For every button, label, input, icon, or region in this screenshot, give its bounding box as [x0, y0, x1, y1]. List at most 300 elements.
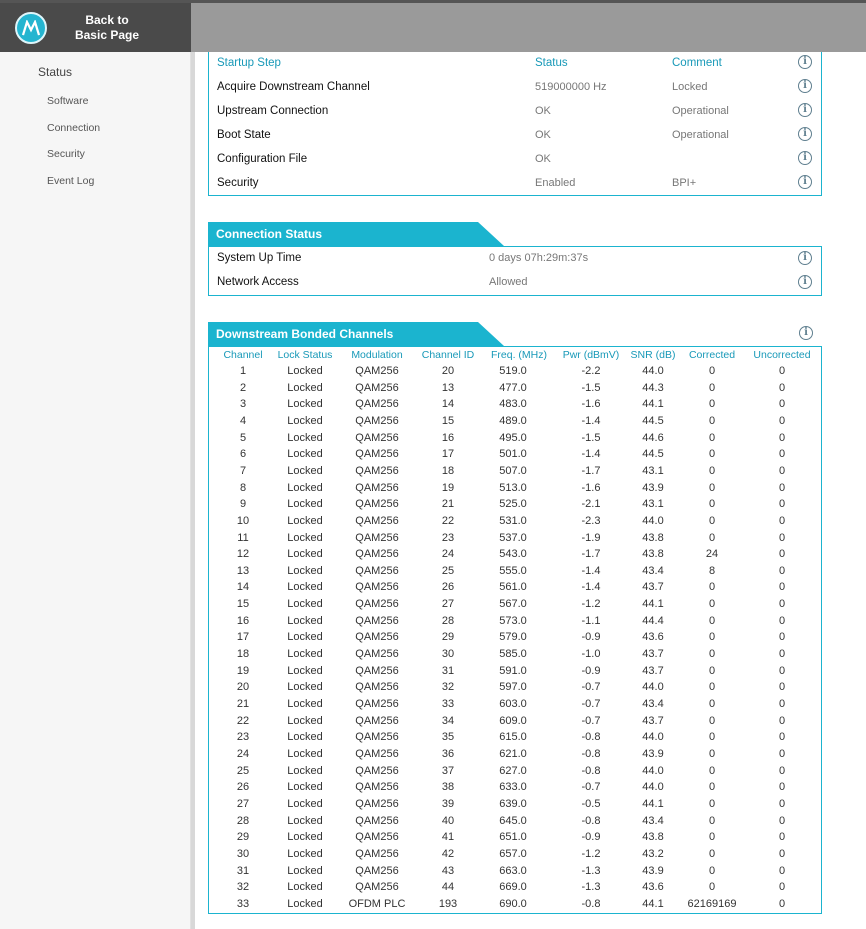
- channel-id-cell: 40: [441, 814, 455, 827]
- freq-cell: 537.0: [499, 531, 527, 544]
- channel-id-cell: 26: [441, 581, 455, 594]
- freq-cell: 585.0: [499, 648, 527, 661]
- channel-id-cell: 13: [441, 381, 455, 394]
- table-row: [208, 781, 822, 798]
- startup-step: Security: [217, 177, 259, 189]
- channel-id-cell: 21: [441, 498, 455, 511]
- freq-cell: 513.0: [499, 481, 527, 494]
- uncorrected-cell: 0: [778, 498, 786, 511]
- lock-status-cell: Locked: [287, 631, 323, 644]
- top-bar: [0, 0, 866, 52]
- table-row: [208, 382, 822, 399]
- table-row: [208, 565, 822, 582]
- startup-row: [209, 124, 821, 148]
- modulation-cell: QAM256: [355, 747, 399, 760]
- modulation-cell: QAM256: [355, 847, 399, 860]
- channel-cell: 33: [236, 897, 250, 910]
- sidebar: [0, 52, 191, 929]
- uncorrected-cell: 0: [778, 864, 786, 877]
- lock-status-cell: Locked: [287, 514, 323, 527]
- lock-status-cell: Locked: [287, 847, 323, 860]
- snr-cell: 44.5: [642, 448, 664, 461]
- channel-cell: 3: [239, 398, 247, 411]
- column-header: Pwr (dBmV): [562, 349, 620, 361]
- channel-cell: 26: [236, 781, 250, 794]
- channel-cell: 9: [239, 498, 247, 511]
- lock-status-cell: Locked: [287, 464, 323, 477]
- modulation-cell: QAM256: [355, 764, 399, 777]
- channel-id-cell: 36: [441, 747, 455, 760]
- modulation-cell: QAM256: [355, 631, 399, 644]
- channel-id-cell: 42: [441, 847, 455, 860]
- column-header: Channel ID: [421, 349, 475, 361]
- corrected-cell: 0: [708, 598, 716, 611]
- startup-step: Upstream Connection: [217, 105, 329, 117]
- table-row: [208, 681, 822, 698]
- lock-status-cell: Locked: [287, 614, 323, 627]
- info-icon[interactable]: i: [798, 251, 812, 265]
- corrected-cell: 0: [708, 498, 716, 511]
- channel-cell: 8: [239, 481, 247, 494]
- lock-status-cell: Locked: [287, 698, 323, 710]
- corrected-cell: 0: [708, 398, 716, 411]
- power-cell: -0.8: [581, 764, 601, 777]
- startup-table: [208, 52, 822, 196]
- freq-cell: 567.0: [499, 598, 527, 611]
- table-row: [208, 615, 822, 632]
- uncorrected-cell: 0: [778, 481, 786, 494]
- freq-cell: 639.0: [499, 797, 527, 810]
- info-icon[interactable]: i: [798, 151, 812, 165]
- power-cell: -0.7: [581, 781, 601, 794]
- corrected-cell: 0: [708, 731, 716, 744]
- table-row: [208, 482, 822, 499]
- back-to-basic-label: [64, 13, 150, 43]
- channel-id-cell: 27: [441, 598, 455, 611]
- table-row: [208, 548, 822, 565]
- sidebar-item-event-log[interactable]: Event Log: [47, 175, 95, 187]
- power-cell: -0.8: [581, 814, 601, 827]
- corrected-cell: 0: [708, 614, 716, 627]
- power-cell: -1.3: [581, 864, 601, 877]
- channel-id-cell: 33: [441, 698, 455, 710]
- snr-cell: 44.3: [642, 381, 664, 394]
- snr-cell: 43.1: [642, 464, 664, 477]
- channel-cell: 28: [236, 814, 250, 827]
- sidebar-item-software[interactable]: Software: [47, 95, 89, 107]
- power-cell: -0.9: [581, 664, 601, 677]
- lock-status-cell: Locked: [287, 564, 323, 577]
- channel-id-cell: 17: [441, 448, 455, 461]
- uncorrected-cell: 0: [778, 831, 786, 844]
- modulation-cell: QAM256: [355, 864, 399, 877]
- channel-cell: 22: [236, 714, 250, 727]
- channel-id-cell: 39: [441, 797, 455, 810]
- downstream-tab: [208, 322, 508, 346]
- freq-cell: 663.0: [499, 864, 527, 877]
- lock-status-cell: Locked: [287, 398, 323, 411]
- power-cell: -1.4: [581, 581, 601, 594]
- freq-cell: 591.0: [499, 664, 527, 677]
- lock-status-cell: Locked: [287, 365, 323, 377]
- channel-id-cell: 34: [441, 714, 455, 727]
- channel-cell: 12: [236, 548, 250, 561]
- power-cell: -0.8: [581, 747, 601, 760]
- table-row: [208, 532, 822, 549]
- channel-cell: 2: [239, 381, 247, 394]
- uncorrected-cell: 0: [778, 631, 786, 644]
- lock-status-cell: Locked: [287, 664, 323, 677]
- channel-id-cell: 30: [441, 648, 455, 661]
- corrected-cell: 0: [708, 481, 716, 494]
- table-row: [208, 765, 822, 782]
- snr-cell: 44.5: [642, 414, 664, 427]
- lock-status-cell: Locked: [287, 881, 323, 894]
- freq-cell: 609.0: [499, 714, 527, 727]
- lock-status-cell: Locked: [287, 814, 323, 827]
- snr-cell: 43.7: [642, 664, 664, 677]
- power-cell: -1.4: [581, 414, 601, 427]
- uncorrected-cell: 0: [778, 648, 786, 661]
- corrected-cell: 0: [708, 365, 716, 377]
- table-row: [208, 798, 822, 815]
- uncorrected-cell: 0: [778, 764, 786, 777]
- startup-step: Boot State: [217, 129, 271, 141]
- channel-cell: 16: [236, 614, 250, 627]
- power-cell: -0.8: [581, 897, 601, 910]
- freq-cell: 627.0: [499, 764, 527, 777]
- lock-status-cell: Locked: [287, 598, 323, 611]
- column-header: Corrected: [688, 349, 736, 361]
- lock-status-cell: Locked: [287, 581, 323, 594]
- table-row: [208, 831, 822, 848]
- info-icon[interactable]: i: [798, 79, 812, 93]
- info-icon[interactable]: i: [798, 55, 812, 69]
- modulation-cell: QAM256: [355, 698, 399, 710]
- lock-status-cell: Locked: [287, 531, 323, 544]
- startup-comment: Locked: [672, 81, 708, 93]
- table-row: [208, 748, 822, 765]
- table-row: [208, 448, 822, 465]
- freq-cell: 483.0: [499, 398, 527, 411]
- lock-status-cell: Locked: [287, 781, 323, 794]
- freq-cell: 507.0: [499, 464, 527, 477]
- snr-cell: 43.4: [642, 698, 664, 710]
- freq-cell: 531.0: [499, 514, 527, 527]
- channel-cell: 17: [236, 631, 250, 644]
- corrected-cell: 24: [705, 548, 719, 561]
- modulation-cell: QAM256: [355, 431, 399, 444]
- channel-cell: 30: [236, 847, 250, 860]
- power-cell: -1.5: [581, 431, 601, 444]
- freq-cell: 495.0: [499, 431, 527, 444]
- corrected-cell: 0: [708, 864, 716, 877]
- modulation-cell: QAM256: [355, 398, 399, 411]
- startup-step-header: Startup Step: [217, 57, 281, 69]
- corrected-cell: 0: [708, 664, 716, 677]
- snr-cell: 43.8: [642, 531, 664, 544]
- channel-id-cell: 24: [441, 548, 455, 561]
- snr-cell: 43.6: [642, 881, 664, 894]
- table-row: [208, 365, 822, 382]
- snr-cell: 43.9: [642, 747, 664, 760]
- channel-cell: 14: [236, 581, 250, 594]
- uncorrected-cell: 0: [778, 664, 786, 677]
- uncorrected-cell: 0: [778, 714, 786, 727]
- info-icon[interactable]: i: [798, 127, 812, 141]
- power-cell: -1.3: [581, 881, 601, 894]
- table-row: [208, 648, 822, 665]
- table-row: [208, 432, 822, 449]
- freq-cell: 657.0: [499, 847, 527, 860]
- snr-cell: 43.8: [642, 548, 664, 561]
- startup-row: [209, 76, 821, 100]
- corrected-cell: 0: [708, 581, 716, 594]
- modulation-cell: QAM256: [355, 664, 399, 677]
- info-icon[interactable]: i: [799, 326, 813, 340]
- channel-cell: 27: [236, 797, 250, 810]
- modulation-cell: QAM256: [355, 781, 399, 794]
- freq-cell: 501.0: [499, 448, 527, 461]
- corrected-cell: 0: [708, 847, 716, 860]
- freq-cell: 543.0: [499, 548, 527, 561]
- back-label-line2: Basic Page: [74, 28, 140, 42]
- channel-cell: 20: [236, 681, 250, 694]
- uncorrected-cell: 0: [778, 448, 786, 461]
- modulation-cell: QAM256: [355, 514, 399, 527]
- channel-id-cell: 25: [441, 564, 455, 577]
- uncorrected-cell: 0: [778, 548, 786, 561]
- lock-status-cell: Locked: [287, 481, 323, 494]
- lock-status-cell: Locked: [287, 731, 323, 744]
- snr-cell: 43.1: [642, 498, 664, 511]
- modulation-cell: QAM256: [355, 564, 399, 577]
- channel-cell: 19: [236, 664, 250, 677]
- channel-cell: 4: [239, 414, 247, 427]
- modulation-cell: QAM256: [355, 831, 399, 844]
- power-cell: -2.1: [581, 498, 601, 511]
- info-icon[interactable]: i: [798, 275, 812, 289]
- channel-cell: 13: [236, 564, 250, 577]
- freq-cell: 477.0: [499, 381, 527, 394]
- power-cell: -2.2: [581, 365, 601, 377]
- info-icon[interactable]: i: [798, 175, 812, 189]
- corrected-cell: 0: [708, 531, 716, 544]
- modulation-cell: QAM256: [355, 731, 399, 744]
- uncorrected-cell: 0: [778, 464, 786, 477]
- channel-cell: 6: [239, 448, 247, 461]
- uncorrected-cell: 0: [778, 564, 786, 577]
- column-header: Channel: [223, 349, 263, 361]
- power-cell: -1.6: [581, 398, 601, 411]
- snr-cell: 44.6: [642, 431, 664, 444]
- freq-cell: 690.0: [499, 897, 527, 910]
- lock-status-cell: Locked: [287, 448, 323, 461]
- uncorrected-cell: 0: [778, 431, 786, 444]
- column-header: Modulation: [351, 349, 403, 361]
- startup-row: [209, 100, 821, 124]
- table-row: [208, 398, 822, 415]
- lock-status-cell: Locked: [287, 498, 323, 511]
- table-row: [208, 881, 822, 898]
- power-cell: -1.2: [581, 598, 601, 611]
- channel-id-cell: 16: [441, 431, 455, 444]
- freq-cell: 561.0: [499, 581, 527, 594]
- uncorrected-cell: 0: [778, 514, 786, 527]
- corrected-cell: 62169169: [687, 897, 737, 910]
- sidebar-item-connection[interactable]: Connection: [47, 122, 101, 134]
- sidebar-divider: [191, 52, 195, 929]
- channel-id-cell: 32: [441, 681, 455, 694]
- freq-cell: 645.0: [499, 814, 527, 827]
- motorola-logo-icon: [15, 12, 47, 44]
- channel-cell: 23: [236, 731, 250, 744]
- freq-cell: 597.0: [499, 681, 527, 694]
- column-header: SNR (dB): [630, 349, 676, 361]
- snr-cell: 43.4: [642, 564, 664, 577]
- corrected-cell: 0: [708, 797, 716, 810]
- startup-status: OK: [535, 129, 551, 141]
- power-cell: -1.5: [581, 381, 601, 394]
- startup-comment: BPI+: [672, 177, 697, 189]
- connection-status-table: [208, 246, 822, 296]
- power-cell: -1.1: [581, 614, 601, 627]
- table-row: [208, 598, 822, 615]
- freq-cell: 489.0: [499, 414, 527, 427]
- table-row: [208, 465, 822, 482]
- sidebar-item-security[interactable]: Security: [47, 148, 85, 160]
- uncorrected-cell: 0: [778, 797, 786, 810]
- modulation-cell: QAM256: [355, 531, 399, 544]
- channel-id-cell: 43: [441, 864, 455, 877]
- startup-status: OK: [535, 153, 551, 165]
- lock-status-cell: Locked: [287, 648, 323, 661]
- modulation-cell: QAM256: [355, 614, 399, 627]
- power-cell: -1.7: [581, 548, 601, 561]
- table-row: [208, 731, 822, 748]
- channel-id-cell: 28: [441, 614, 455, 627]
- power-cell: -0.7: [581, 681, 601, 694]
- channel-cell: 32: [236, 881, 250, 894]
- corrected-cell: 8: [708, 564, 716, 577]
- uncorrected-cell: 0: [778, 381, 786, 394]
- snr-cell: 44.0: [642, 681, 664, 694]
- back-to-basic-button[interactable]: [0, 3, 191, 55]
- power-cell: -0.7: [581, 698, 601, 710]
- lock-status-cell: Locked: [287, 431, 323, 444]
- corrected-cell: 0: [708, 881, 716, 894]
- lock-status-cell: Locked: [287, 548, 323, 561]
- channel-cell: 24: [236, 747, 250, 760]
- power-cell: -0.5: [581, 797, 601, 810]
- sidebar-item-status[interactable]: Status: [38, 65, 73, 79]
- corrected-cell: 0: [708, 514, 716, 527]
- power-cell: -1.9: [581, 531, 601, 544]
- snr-cell: 44.0: [642, 514, 664, 527]
- power-cell: -1.4: [581, 448, 601, 461]
- freq-cell: 573.0: [499, 614, 527, 627]
- lock-status-cell: Locked: [287, 414, 323, 427]
- power-cell: -1.7: [581, 464, 601, 477]
- freq-cell: 519.0: [499, 365, 527, 377]
- table-row: [208, 415, 822, 432]
- modulation-cell: QAM256: [355, 365, 399, 377]
- connection-status-tab: [208, 222, 508, 246]
- table-row: [208, 865, 822, 882]
- startup-step: Acquire Downstream Channel: [217, 81, 370, 93]
- lock-status-cell: Locked: [287, 681, 323, 694]
- channel-cell: 10: [236, 514, 250, 527]
- modulation-cell: QAM256: [355, 481, 399, 494]
- modulation-cell: OFDM PLC: [348, 897, 406, 910]
- connection-label: System Up Time: [217, 252, 302, 264]
- uncorrected-cell: 0: [778, 365, 786, 377]
- snr-cell: 43.4: [642, 814, 664, 827]
- lock-status-cell: Locked: [287, 381, 323, 394]
- lock-status-cell: Locked: [287, 831, 323, 844]
- channel-id-cell: 38: [441, 781, 455, 794]
- channel-id-cell: 31: [441, 664, 455, 677]
- channel-cell: 29: [236, 831, 250, 844]
- startup-comment: Operational: [672, 105, 729, 117]
- power-cell: -0.7: [581, 714, 601, 727]
- snr-cell: 43.2: [642, 847, 664, 860]
- uncorrected-cell: 0: [778, 747, 786, 760]
- corrected-cell: 0: [708, 414, 716, 427]
- snr-cell: 43.7: [642, 714, 664, 727]
- snr-cell: 44.0: [642, 764, 664, 777]
- table-row: [208, 665, 822, 682]
- lock-status-cell: Locked: [287, 714, 323, 727]
- channel-id-cell: 29: [441, 631, 455, 644]
- info-icon[interactable]: i: [798, 103, 812, 117]
- freq-cell: 615.0: [499, 731, 527, 744]
- downstream-title: Downstream Bonded Channels: [216, 327, 394, 341]
- channel-id-cell: 20: [441, 365, 455, 377]
- modulation-cell: QAM256: [355, 797, 399, 810]
- modulation-cell: QAM256: [355, 381, 399, 394]
- freq-cell: 579.0: [499, 631, 527, 644]
- corrected-cell: 0: [708, 781, 716, 794]
- uncorrected-cell: 0: [778, 897, 786, 910]
- back-label-line1: Back to: [85, 13, 129, 27]
- corrected-cell: 0: [708, 764, 716, 777]
- channel-id-cell: 193: [438, 897, 458, 910]
- power-cell: -1.4: [581, 564, 601, 577]
- snr-cell: 43.8: [642, 831, 664, 844]
- corrected-cell: 0: [708, 464, 716, 477]
- channel-cell: 15: [236, 598, 250, 611]
- startup-comment-header: Comment: [672, 57, 722, 69]
- channel-id-cell: 19: [441, 481, 455, 494]
- corrected-cell: 0: [708, 448, 716, 461]
- snr-cell: 44.0: [642, 365, 664, 377]
- freq-cell: 555.0: [499, 564, 527, 577]
- channel-id-cell: 35: [441, 731, 455, 744]
- table-row: [208, 698, 822, 715]
- corrected-cell: 0: [708, 431, 716, 444]
- column-header: Freq. (MHz): [491, 349, 547, 361]
- corrected-cell: 0: [708, 381, 716, 394]
- snr-cell: 43.9: [642, 864, 664, 877]
- corrected-cell: 0: [708, 681, 716, 694]
- uncorrected-cell: 0: [778, 814, 786, 827]
- uncorrected-cell: 0: [778, 731, 786, 744]
- startup-row: [209, 148, 821, 172]
- modulation-cell: QAM256: [355, 548, 399, 561]
- startup-status: OK: [535, 105, 551, 117]
- lock-status-cell: Locked: [287, 764, 323, 777]
